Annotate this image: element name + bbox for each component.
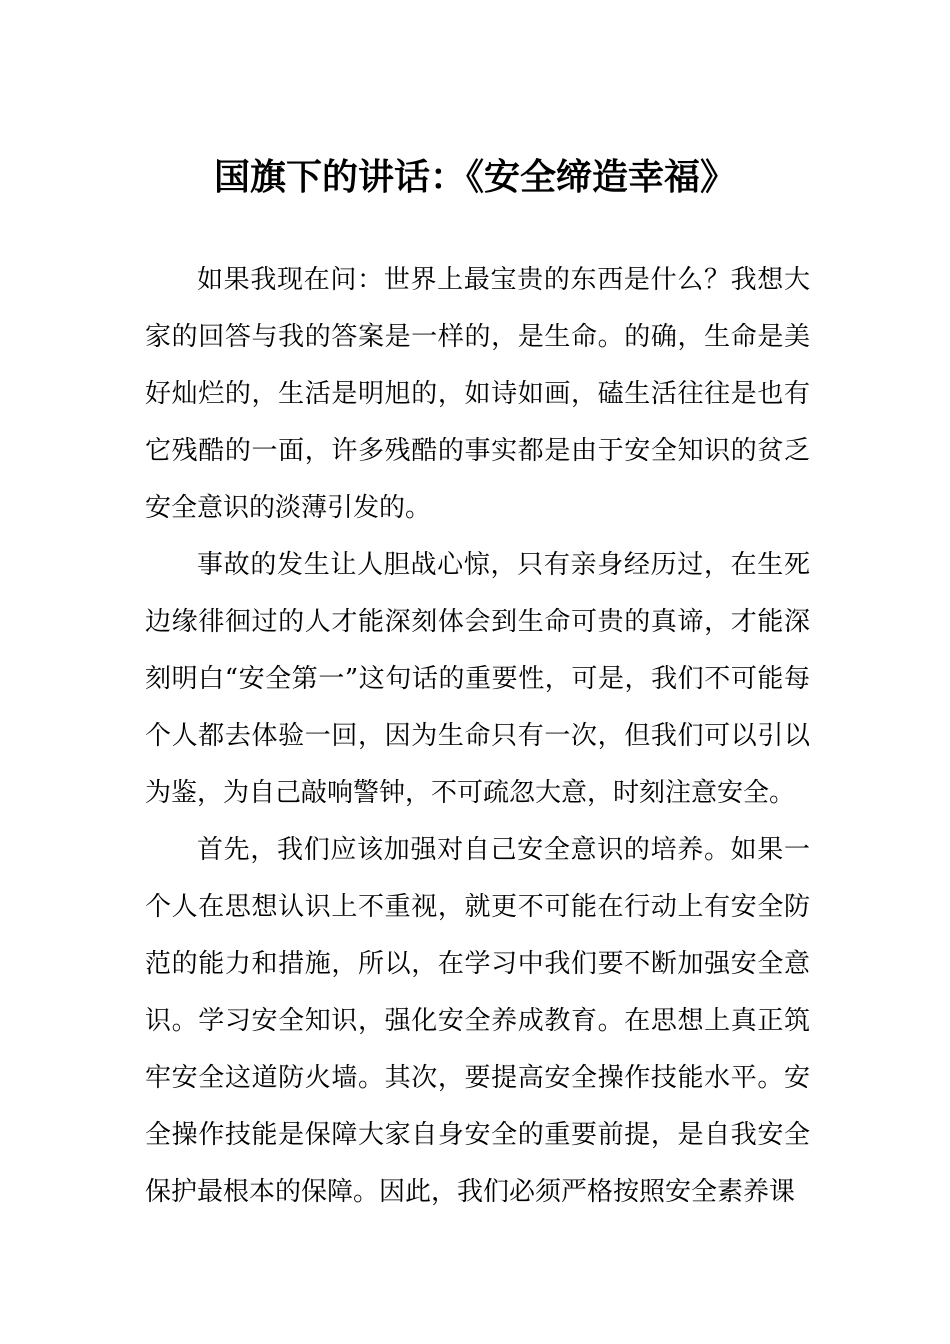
paragraph-1: 如果我现在问：世界上最宝贵的东西是什么？我想大家的回答与我的答案是一样的，是生命。的确，生命是美好灿烂的，生活是明旭的，如诗如画，磕生活往往是也有它残酷的一面，许多残酷的事实都是由于安全知识的贫乏安全意识的淡薄引发的。 [145, 265, 810, 523]
paragraph-3: 首先，我们应该加强对自己安全意识的培养。如果一个人在思想认识上不重视，就更不可能在行动上有安全防范的能力和措施，所以，在学习中我们要不断加强安全意识。学习安全知识，强化安全养成教育。在思想上真正筑牢安全这道防火墙。其次，要提高安全操作技能水平。安全操作技能是保障大家自身安全的重要前提，是自我安全保护最根本的保障。因此，我们必须严格按照安全素养课 [145, 835, 810, 1207]
document-title: 国旗下的讲话：《安全缔造幸福》 [213, 157, 736, 199]
document-body [145, 252, 810, 1221]
paragraph-2: 事故的发生让人胆战心惊，只有亲身经历过，在生死边缘徘徊过的人才能深刻体会到生命可贵的真谛，才能深刻明白“安全第一”这句话的重要性，可是，我们不可能每个人都去体验一回，因为生命只有一次，但我们可以引以为鉴，为自己敲响警钟，不可疏忽大意，时刻注意安全。 [145, 550, 810, 808]
